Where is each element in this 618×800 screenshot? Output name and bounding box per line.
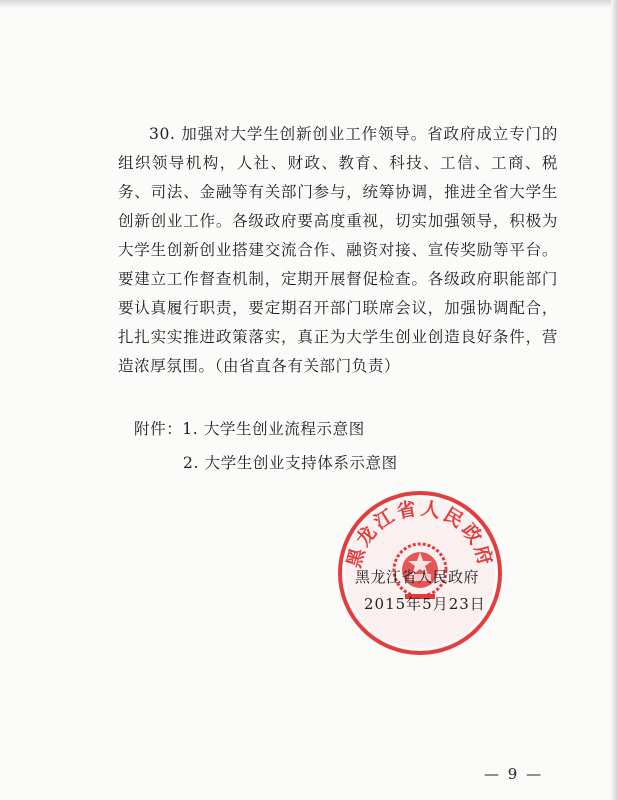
- paragraph-30: 30. 加强对大学生创新创业工作领导。省政府成立专门的组织领导机构，人社、财政、教育、科技、工信、工商、税务、司法、金融等有关部门参与，统筹协调，推进全省大学生创新创业工作。各级政府要高度重视，切实加强领导，积极为大学生创新创业搭建交流合作、融资对接、宣传奖励等平台。要建立工作督查机制，定期开展督促检查。各级政府职能部门要认真履行职责，要定期召开部门联席会议，加强协调配合，扎扎实实推进政策落实，真正为大学生创业创造良好条件，营造浓厚氛围。（由省直各有关部门负责）: [118, 125, 558, 375]
- page-number: — 9 —: [484, 765, 544, 783]
- signature-date: 2015年5月23日: [364, 595, 486, 613]
- svg-text:黑龙江省人民政府: 黑龙江省人民政府: [342, 497, 498, 571]
- scan-edge-top: [0, 0, 618, 7]
- signature-organization: 黑龙江省人民政府: [355, 568, 480, 586]
- scan-edge-right: [611, 0, 618, 800]
- attachment-1: 附件：1. 大学生创业流程示意图: [134, 420, 365, 438]
- attachment-2: 2. 大学生创业支持体系示意图: [183, 454, 398, 472]
- body-text: [118, 120, 558, 381]
